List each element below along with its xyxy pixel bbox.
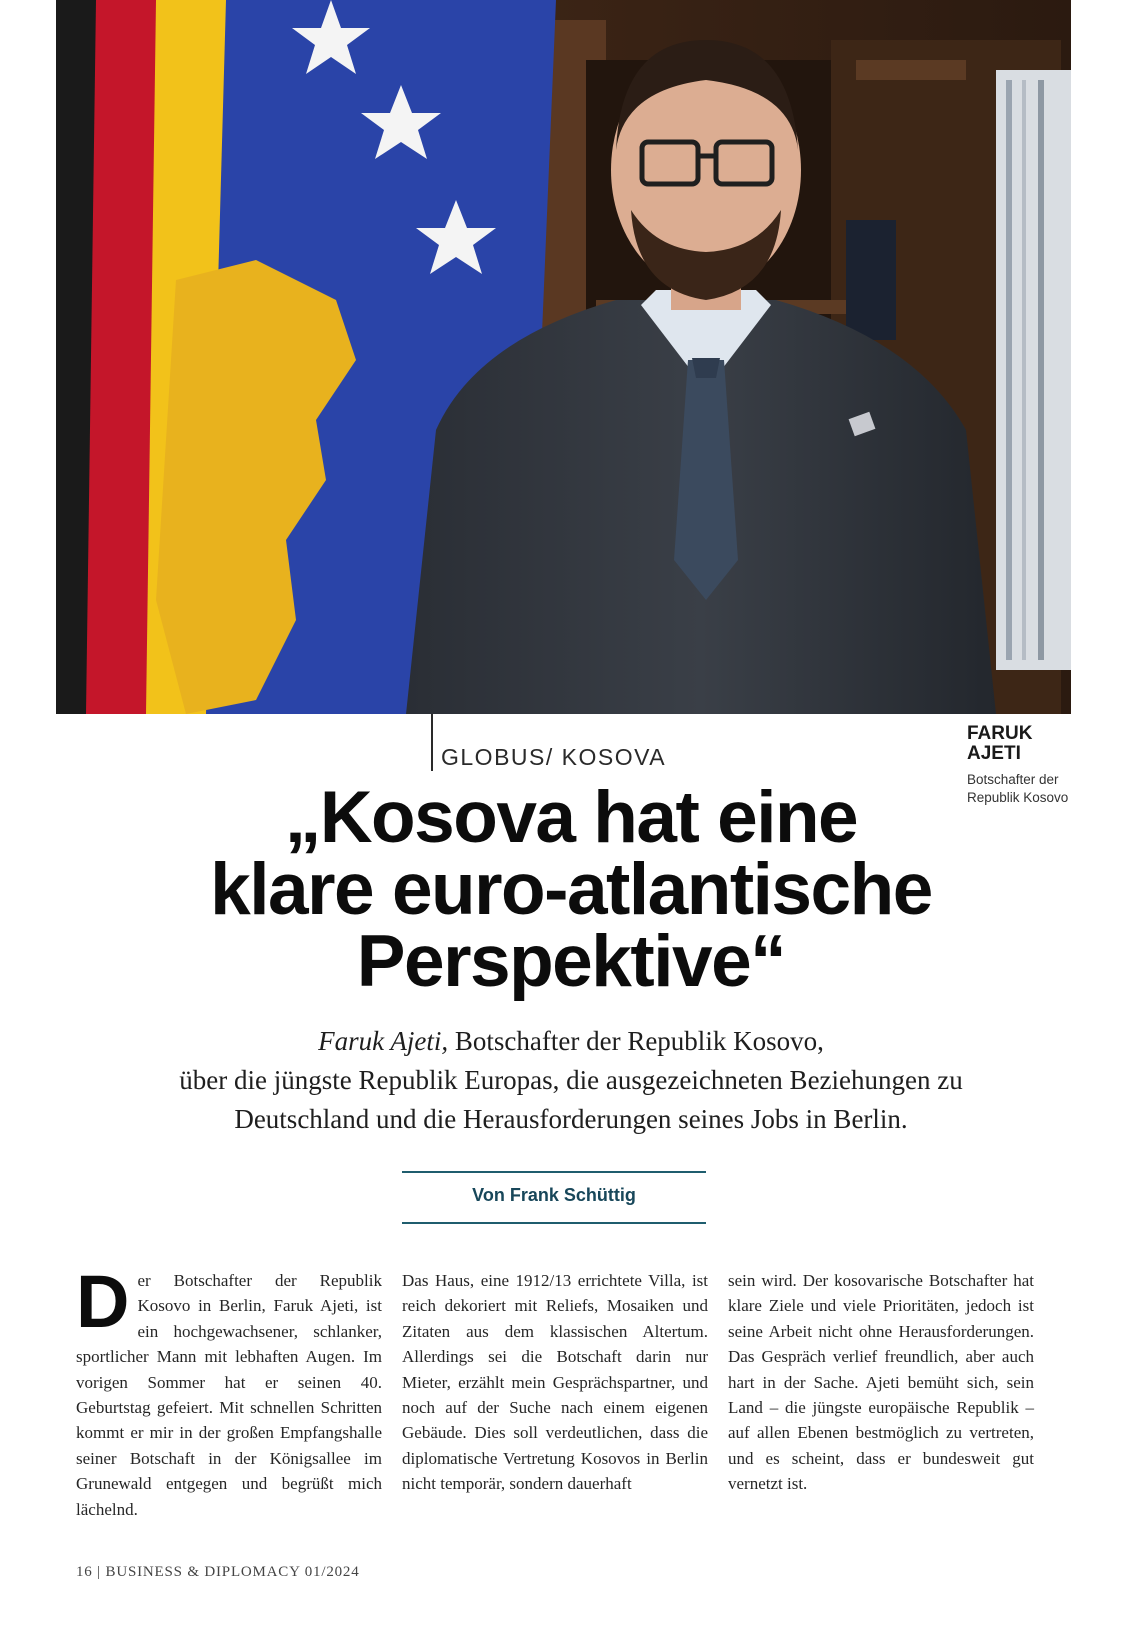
issue-number: 01/2024: [304, 1564, 360, 1580]
headline-line: klare euro-atlantische: [210, 849, 932, 930]
byline: Von Frank Schüttig: [472, 1185, 636, 1205]
headline-line: Perspektive“: [356, 921, 786, 1002]
caption-name: [967, 724, 1127, 764]
section-kicker: GLOBUS/ KOSOVA: [441, 744, 667, 770]
standfirst-title: Botschafter der Republik Kosovo,: [448, 1026, 824, 1056]
kicker-rule: [431, 714, 433, 771]
article-column-2: Das Haus, eine 1912/13 errichtete Villa, ist reich dekoriert mit Reliefs, Mosaiken und Zitaten aus dem klassischen Altertum. Allerdings sei die Botschaft darin nur Mieter, erzählt mein Gesprächspartner, und noch auf der Suche nach einem eigenen Gebäude. Dies soll verdeutlichen, dass die diplomatische Vertretung Kosovos in Berlin nicht temporär, sondern dauerhaft: [402, 1271, 708, 1494]
article-column-3: sein wird. Der kosovarische Botschafter hat klare Ziele und viele Prioritäten, jedoch ist seine Arbeit nicht ohne Herausforderungen. Das Gespräch verlief freundlich, aber auch hart in der Sache. Ajeti bemüht sich, sein Land – die jüngste europäische Republik – auf allen Ebenen bestmöglich zu vertreten, und es scheint, dass er bundesweit gut vernetzt ist.: [728, 1271, 1034, 1494]
footer-separator: |: [97, 1564, 101, 1580]
ambassador-photo: [56, 0, 1071, 714]
page-footer: [76, 1564, 360, 1581]
caption-name-line: AJETI: [967, 743, 1021, 764]
byline-rule-top: [402, 1171, 706, 1173]
column-1-text: er Botschafter der Republik Kosovo in Berlin, Faruk Ajeti, ist ein hochgewachsener, schlanker, sportlicher Mann mit lebhaften Augen. Im vorigen Sommer hat er seinen 40. Geburtstag gefeiert. Mit schnellen Schritten kommt er mir in der großen Empfangshalle seiner Botschaft in der Königsallee im Grunewald entgegen und begrüßt mich lächelnd.: [76, 1271, 382, 1519]
caption-name-line: FARUK: [967, 723, 1033, 744]
caption-role-line: Botschafter der: [967, 772, 1059, 787]
article-column-1: [76, 1260, 382, 1522]
magazine-name: BUSINESS & DIPLOMACY: [105, 1564, 301, 1580]
byline-rule-bottom: [402, 1222, 706, 1224]
standfirst-line: über die jüngste Republik Europas, die ausgezeichneten Beziehungen zu: [179, 1065, 963, 1095]
dropcap: D: [76, 1260, 130, 1343]
standfirst-line: Deutschland und die Herausforderungen seines Jobs in Berlin.: [234, 1104, 908, 1134]
standfirst-name: Faruk Ajeti,: [318, 1026, 449, 1056]
standfirst-line: [50, 1022, 1092, 1061]
page-number: 16: [76, 1564, 93, 1580]
standfirst: [50, 1022, 1092, 1139]
headline-line: „Kosova hat eine: [284, 777, 858, 858]
caption-role-line: Republik Kosovo: [967, 790, 1069, 805]
